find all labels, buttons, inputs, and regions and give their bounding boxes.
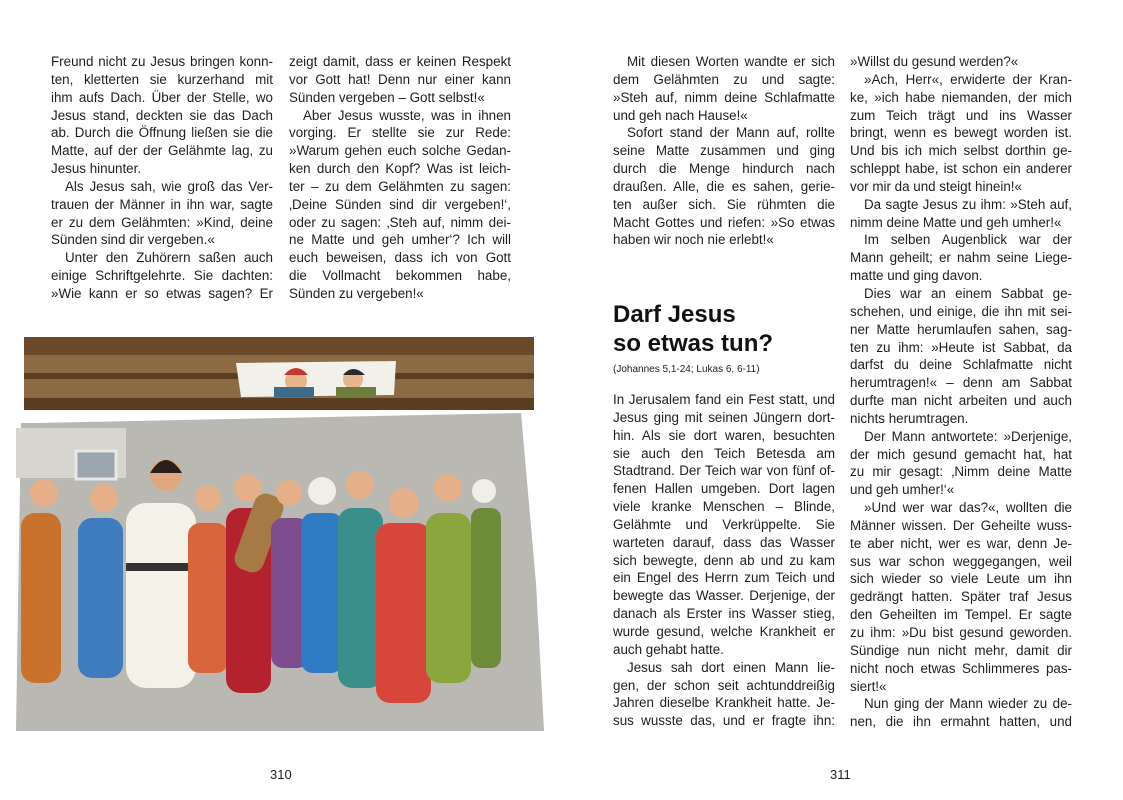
text-line: gen, der schon seit achtunddreißig: [613, 677, 835, 693]
text-line: schleppt habe, ist schon ein anderer: [850, 161, 1072, 177]
text-line: herumtragen!« – denn am Sabbat: [850, 375, 1072, 391]
text-line: ter – zu dem Gelähmten zu sagen:: [289, 178, 511, 194]
text-line: zeigt damit, dass er keinen Respekt: [289, 54, 511, 69]
text-line: und geh umher!‘«: [850, 482, 955, 498]
text-line: seine Matte zusammen und ging: [613, 143, 835, 159]
text-line: Sünden vergeben – Gott selbst!«: [289, 89, 485, 105]
text-line: nicht noch etwas Schlimmeres pas-: [850, 660, 1072, 676]
text-line: Da sagte Jesus zu ihm: »Steh auf,: [864, 196, 1072, 212]
text-line: Macht Gottes und riefen: »So etwas: [613, 214, 835, 230]
text-line: ein Engel des Herrn zum Teich und: [613, 570, 835, 586]
text-line: Sündige nun nicht mehr, damit dir: [850, 642, 1072, 658]
text-line: vor Gott hat! Denn nur einer kann: [289, 71, 511, 87]
text-line: ihm aufs Dach. Über der Stelle, wo: [51, 89, 273, 105]
text-line: bewegte das Wasser. Derjenige, der: [613, 588, 835, 604]
text-line: ab. Durch die Öffnung ließen sie die: [51, 125, 273, 141]
heading-line-1: Darf Jesus: [613, 301, 736, 328]
text-line: Jahren dieselbe Krankheit hatte. Je-: [613, 695, 835, 711]
right-column-1-bottom: [613, 391, 835, 730]
text-line: »Warum gehen euch solche Gedan-: [289, 143, 511, 159]
text-line: schehen, und einige, die ihn mit sei-: [850, 303, 1072, 319]
text-line: ken durch den Kopf? Was ist leich-: [289, 161, 511, 177]
text-line: »Steh auf, nimm deine Schlafmatte: [613, 89, 835, 105]
text-line: darfst du deine Schlafmatte nicht: [850, 357, 1072, 373]
text-line: ner Matte herumlaufen sahen, sag-: [850, 321, 1072, 337]
text-line: In Jerusalem fand ein Fest statt, und: [613, 392, 835, 407]
text-line: sie auch den Teich Betesda am: [613, 445, 835, 461]
page-number-right: 311: [830, 767, 851, 782]
text-line: Sünden sind dir vergeben.«: [51, 232, 215, 248]
illustration-healing-of-paralytic: [16, 333, 544, 731]
text-line: gedrängt hatten. Später traf Jesus: [850, 589, 1072, 605]
text-line: ten außer sich. Sie rühmten die: [613, 196, 835, 212]
text-line: Jesus sah dort einen Mann lie-: [627, 659, 835, 675]
right-column-2: [850, 53, 1072, 731]
text-line: Als Jesus sah, wie groß das Ver-: [65, 178, 273, 194]
left-column-2: [289, 53, 511, 303]
text-line: Matte, auf der der Gelähmte lag, zu: [51, 143, 273, 159]
text-line: te aber nicht, wer es war, denn Je-: [850, 535, 1072, 551]
text-line: oder zu sagen: ‚Steh auf, nimm dei-: [289, 214, 511, 230]
heading-line-2: so etwas tun?: [613, 330, 774, 357]
text-line: nen, die ihn ermahnt hatten, und: [850, 714, 1072, 730]
text-line: Dies war an einem Sabbat ge-: [864, 285, 1072, 301]
text-line: Nun ging der Mann wieder zu de-: [864, 696, 1072, 712]
text-line: durch die Menge hindurch nach: [613, 161, 835, 177]
text-line: Männer wissen. Der Geheilte wuss-: [850, 517, 1072, 533]
text-line: Und bis ich mich selbst dorthin ge-: [850, 143, 1072, 159]
text-line: »Ach, Herr«, erwiderte der Kran-: [864, 71, 1072, 87]
text-line: sich bewegte, denn ab und zu kam: [613, 552, 835, 568]
text-line: »Wie kann er so etwas sagen? Er: [51, 285, 273, 301]
text-line: danach als Erster ins Wasser stieg,: [613, 606, 835, 622]
text-line: haben wir noch nie erlebt!«: [613, 232, 774, 248]
text-line: Der Mann antwortete: »Derjenige,: [864, 428, 1072, 444]
text-line: ten zu ihm: »Heute ist Sabbat, da: [850, 339, 1072, 355]
text-line: dem Gelähmten zu und sagte:: [613, 71, 835, 87]
ceiling-beam: [24, 337, 534, 355]
text-line: Mann geheilt; er nahm seine Liege-: [850, 250, 1072, 266]
text-line: ten, kletterten sie kurzerhand mit: [51, 71, 273, 87]
bible-reference: (Johannes 5,1-24; Lukas 6, 6-11): [613, 364, 760, 375]
text-line: euch beweisen, dass ich von Gott: [289, 250, 511, 266]
text-line: sus war schon weggegangen, weil: [850, 553, 1072, 569]
text-line: und geh nach Hause!«: [613, 107, 748, 123]
text-line: matte und ging davon.: [850, 268, 983, 284]
text-line: nimm deine Matte und geh umher!«: [850, 214, 1062, 230]
text-line: zum Teich trägt und ins Wasser: [850, 107, 1072, 123]
text-line: sich wieder so viele Leute um ihn: [850, 571, 1072, 587]
text-line: vorging. Er stellte sie zur Rede:: [289, 125, 511, 141]
text-line: fenen Hallen umgeben. Dort lagen: [613, 481, 835, 497]
text-line: »Und wer war das?«, wollten die: [864, 500, 1072, 516]
text-line: ‚Deine Sünden sind dir vergeben!‘,: [289, 196, 511, 212]
text-line: der mich gesund gemacht hat, hat: [850, 446, 1072, 462]
text-line: viele kranke Menschen – Blinde,: [613, 499, 835, 515]
page-number-left: 310: [270, 767, 292, 782]
text-line: Jesus stand, deckten sie das Dach: [51, 107, 273, 123]
text-line: sus wusste das, und er fragte ihn:: [613, 713, 835, 729]
text-line: »Willst du gesund werden?«: [850, 54, 1019, 69]
text-line: Jesus ging mit seinen Jüngern dort-: [613, 409, 835, 425]
text-line: die Vollmacht bekommen habe,: [289, 268, 511, 284]
text-line: Jesus hinunter.: [51, 161, 142, 177]
text-line: vor mir da und steigt hinein!«: [850, 178, 1022, 194]
text-line: wurde gesund, welche Krankheit er: [613, 623, 835, 639]
text-line: hin. Als sie dort waren, besuchten: [613, 427, 835, 443]
text-line: warteten darauf, dass das Wasser: [613, 534, 835, 550]
text-line: bringt, wenn es bewegt worden ist.: [850, 125, 1072, 141]
text-line: Sünden zu vergeben!«: [289, 285, 424, 301]
text-line: Stadtrand. Der Teich war von fünf of-: [613, 463, 835, 479]
text-line: Freund nicht zu Jesus bringen konn-: [51, 54, 273, 69]
text-line: den Geheilten im Tempel. Er sagte: [850, 607, 1072, 623]
left-column-1: [51, 53, 273, 303]
text-line: Aber Jesus wusste, was in ihnen: [303, 107, 511, 123]
text-line: draußen. Alle, die es sahen, gerie-: [613, 178, 835, 194]
text-line: ne Matte und geh umher‘? Ich will: [289, 232, 511, 248]
text-line: Gelähmte und Verkrüppelte. Sie: [613, 516, 835, 532]
text-line: siert!«: [850, 678, 887, 694]
text-line: ke, »ich habe niemanden, der mich: [850, 89, 1072, 105]
text-line: Sofort stand der Mann auf, rollte: [627, 125, 835, 141]
text-line: Unter den Zuhörern saßen auch: [65, 250, 273, 266]
section-heading: [613, 300, 773, 358]
text-line: Im selben Augenblick war der: [864, 232, 1072, 248]
text-line: zu ihm: »Du bist gesund geworden.: [850, 625, 1072, 640]
text-line: Mit diesen Worten wandte er sich: [627, 54, 835, 69]
text-line: einige Schriftgelehrte. Sie dachten:: [51, 268, 273, 284]
text-line: trauen der Männer in ihn war, sagte: [51, 196, 273, 212]
text-line: durfte man nicht arbeiten und auch: [850, 393, 1072, 409]
text-line: er zu dem Gelähmten: »Kind, deine: [51, 214, 273, 230]
text-line: nichts herumtragen.: [850, 410, 969, 426]
text-line: auch gehabt hatte.: [613, 641, 724, 657]
right-column-1-top: [613, 53, 835, 249]
text-line: zu mir gesagt: ‚Nimm deine Matte: [850, 464, 1072, 480]
